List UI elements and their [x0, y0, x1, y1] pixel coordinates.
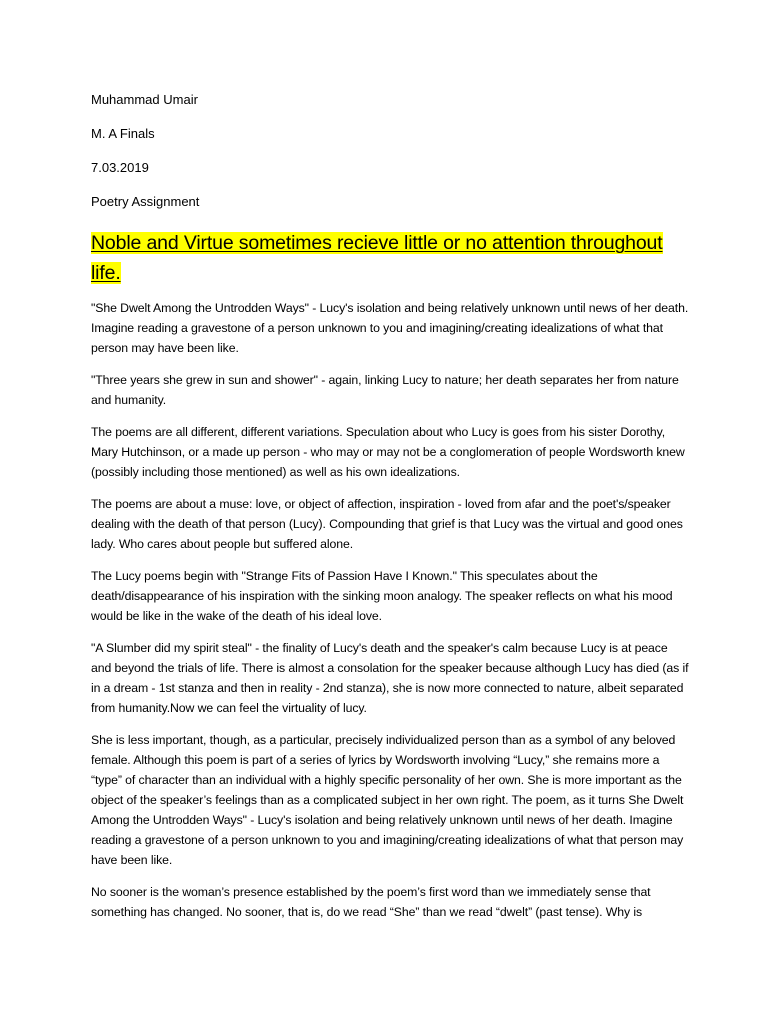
paragraph-slumber: "A Slumber did my spirit steal" - the finality of Lucy's death and the speaker's calm because Lucy is at peace and beyond the trials of life. There is almost a consolation for the speaker because although Lucy has died (as if in a dream - 1st stanza and then in reality - 2nd stanza), she is now more connected to nature, albeit separated from humanity.Now we can feel the virtuality of lucy.	[91, 641, 689, 715]
essay-heading-text: Noble and Virtue sometimes recieve little or no attention throughout life.	[91, 232, 663, 284]
paragraph-muse: The poems are about a muse: love, or object of affection, inspiration - loved from afar and the poet's/speaker dealing with the death of that person (Lucy). Compounding that grief is that Lucy was the virtual and good ones lady. Who cares about people but suffered alone.	[91, 497, 683, 551]
document-page	[91, 92, 691, 934]
paragraph-untrodden-ways: "She Dwelt Among the Untrodden Ways" - Lucy's isolation and being relatively unknown until news of her death. Imagine reading a gravestone of a person unknown to you and imagining/creating idealizations of what that person may have been like.	[91, 301, 689, 355]
paragraph-three-years: "Three years she grew in sun and shower" - again, linking Lucy to nature; her death separates her from nature and humanity.	[91, 373, 679, 407]
class-name: M. A Finals	[91, 126, 155, 141]
essay-heading	[91, 228, 691, 288]
paragraph-variations: The poems are all different, different variations. Speculation about who Lucy is goes from his sister Dorothy, Mary Hutchinson, or a made up person - who may or may not be a conglomeration of people Wordsworth knew (possibly including those mentioned) as well as his own idealizations.	[91, 425, 685, 479]
author-name: Muhammad Umair	[91, 92, 198, 107]
assignment-date: 7.03.2019	[91, 160, 149, 175]
assignment-title: Poetry Assignment	[91, 194, 200, 209]
paragraph-dwelt: No sooner is the woman’s presence established by the poem’s first word than we immediately sense that something has changed. No sooner, that is, do we read “She” than we read “dwelt” (past tense). Why is	[91, 885, 651, 919]
paragraph-symbol: She is less important, though, as a particular, precisely individualized person than as a symbol of any beloved female. Although this poem is part of a series of lyrics by Wordsworth involving “Lucy,” she remains more a “type” of character than an individual with a highly specific personality of her own. She is more important as the object of the speaker’s feelings than as a complicated subject in her own right. The poem, as it turns She Dwelt Among the Untrodden Ways" - Lucy's isolation and being relatively unknown until news of her death. Imagine reading a gravestone of a person unknown to you and imagining/creating idealizations of what that person may have been like.	[91, 733, 684, 867]
paragraph-strange-fits: The Lucy poems begin with "Strange Fits of Passion Have I Known." This speculates about the death/disappearance of his inspiration with the sinking moon analogy. The speaker reflects on what his mood would be like in the wake of the death of his ideal love.	[91, 569, 673, 623]
